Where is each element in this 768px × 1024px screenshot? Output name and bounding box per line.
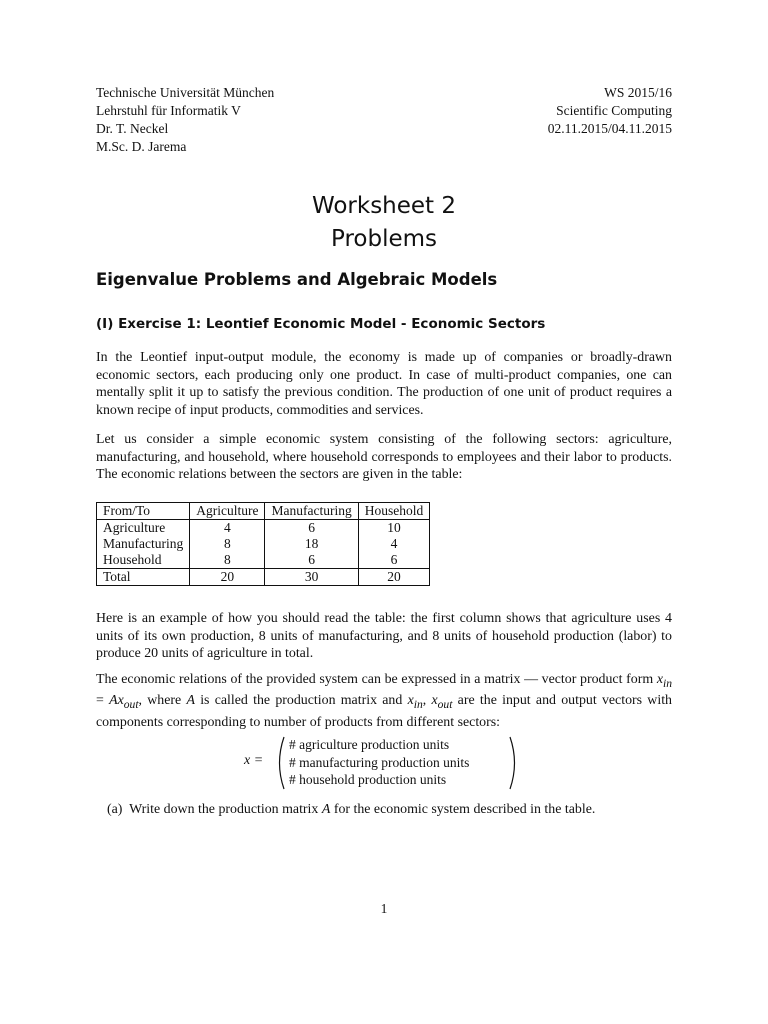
economic-relations-table [96, 502, 430, 586]
question-label: (a) [107, 802, 123, 817]
math-x: x [407, 693, 414, 709]
math-subscript: out [123, 698, 139, 712]
math-subscript: in [413, 698, 423, 712]
table-header-cell: Household [358, 503, 430, 520]
math-operator: = [96, 693, 110, 709]
table-cell: 6 [265, 552, 358, 569]
text-span: are the input and output vectors with components corresponding to number of products from different sectors: [96, 693, 672, 730]
system-paragraph: Let us consider a simple economic system consisting of the following sectors: agriculture, manufacturing, and household, where household corresponds to employees and their labor to products. The economic relations between the sectors are given in the table: [96, 432, 672, 482]
table-cell: 10 [358, 520, 430, 537]
right-parenthesis-icon [508, 736, 520, 790]
title-line-1: Worksheet 2 [311, 193, 457, 219]
header-lecturer: Dr. T. Neckel [96, 121, 169, 136]
title-line-2: Problems [330, 226, 437, 252]
question-text: Write down the production matrix [129, 802, 322, 817]
page-title [0, 190, 768, 256]
table-cell: 6 [265, 520, 358, 537]
header-dates: 02.11.2015/04.11.2015 [547, 121, 672, 136]
vector-definition [244, 736, 534, 790]
table-row [97, 552, 430, 569]
table-cell: 4 [358, 536, 430, 552]
vector-row-manufacturing: # manufacturing production units [289, 754, 470, 770]
left-parenthesis-icon [274, 736, 286, 790]
table-row [97, 536, 430, 552]
table-cell: 20 [358, 569, 430, 586]
table-cell: Manufacturing [97, 536, 190, 552]
math-x: x [431, 693, 438, 709]
table-header-cell: Agriculture [190, 503, 265, 520]
table-cell: 30 [265, 569, 358, 586]
table-cell: Total [97, 569, 190, 586]
vector-components [289, 736, 469, 789]
matrix-form-paragraph [96, 671, 672, 731]
table-header-cell: From/To [97, 503, 190, 520]
table-header-row [97, 503, 430, 520]
header-chair: Lehrstuhl für Informatik V [96, 103, 241, 118]
header-course: Scientific Computing [556, 103, 672, 118]
header-semester: WS 2015/16 [604, 85, 672, 100]
table-cell: 8 [190, 552, 265, 569]
vector-lhs: x = [244, 753, 264, 768]
header-tutor: M.Sc. D. Jarema [96, 139, 187, 154]
header-right [548, 84, 672, 138]
math-subscript: in [662, 676, 672, 690]
table-cell: 20 [190, 569, 265, 586]
table-header-cell: Manufacturing [265, 503, 358, 520]
text-span: The economic relations of the provided system can be expressed in a matrix — vector product form [96, 672, 657, 687]
text-span: , where [138, 693, 187, 709]
table-cell: 4 [190, 520, 265, 537]
reading-example-paragraph: Here is an example of how you should read the table: the first column shows that agriculture uses 4 units of its own production, 8 units of manufacturing, and 8 units of household production (labor) to produce 20 units of agriculture in total. [96, 611, 672, 661]
math-subscript: out [437, 698, 453, 712]
math-a: A [321, 802, 331, 817]
page-number: 1 [380, 901, 388, 916]
header-left [96, 84, 274, 156]
intro-paragraph: In the Leontief input-output module, the economy is made up of companies or broadly-drawn economic sectors, each producing only one product. In case of multi-product companies, one can mentally split it up to satisfy the previous condition. The production of one unit of product requires a known recipe of input products, commodities and services. [96, 350, 672, 418]
table-total-row [97, 569, 430, 586]
exercise-heading: (I) Exercise 1: Leontief Economic Model - Economic Sectors [96, 316, 546, 332]
question-a [107, 801, 595, 819]
text-span: , [422, 693, 432, 709]
table-cell: 8 [190, 536, 265, 552]
table-cell: 18 [265, 536, 358, 552]
table-cell: Household [97, 552, 190, 569]
table-cell: 6 [358, 552, 430, 569]
math-x: x [656, 672, 663, 687]
section-heading: Eigenvalue Problems and Algebraic Models [96, 270, 498, 289]
math-ax: Ax [109, 693, 124, 709]
table-row [97, 520, 430, 537]
text-span: is called the production matrix and [194, 693, 408, 709]
vector-row-agriculture: # agriculture production units [289, 737, 450, 752]
vector-row-household: # household production units [289, 772, 447, 787]
math-a: A [186, 693, 195, 709]
table-cell: Agriculture [97, 520, 190, 537]
header-university: Technische Universität München [96, 85, 275, 100]
question-text: for the economic system described in the table. [330, 802, 596, 817]
